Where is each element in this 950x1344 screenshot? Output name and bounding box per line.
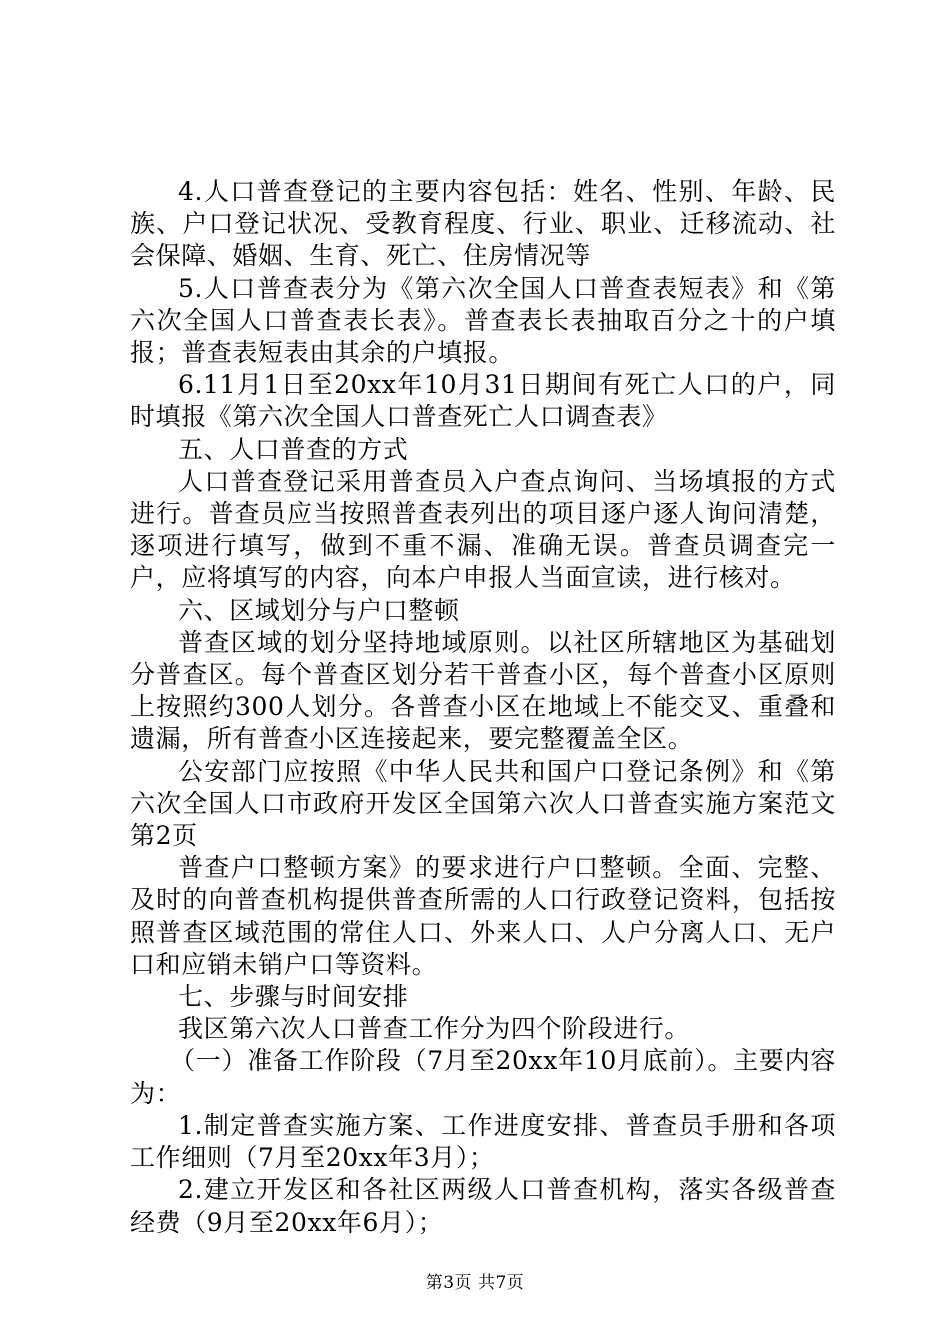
paragraph-household-rectification: 普查户口整顿方案》的要求进行户口整顿。全面、完整、及时的向普查机构提供普查所需的人口行政登记资料，包括按照普查区域范围的常住人口、外来人口、人户分离人口、无户口和应销未销户口等资料。 [130,853,836,979]
paragraph-census-forms: 5.人口普查表分为《第六次全国人口普查表短表》和《第六次全国人口普查表长表》。普查表长表抽取百分之十的户填报；普查表短表由其余的户填报。 [130,273,836,368]
paragraph-content-items: 4.人口普查登记的主要内容包括：姓名、性别、年龄、民族、户口登记状况、受教育程度、行业、职业、迁移流动、社会保障、婚姻、生育、死亡、住房情况等 [130,177,836,271]
paragraph-area-division: 普查区域的划分坚持地域原则。以社区所辖地区为基础划分普查区。每个普查区划分若干普查小区，每个普查小区原则上按照约300人划分。各普查小区在地域上不能交叉、重叠和遗漏，所有普查小区连接起来，要完整覆盖全区。 [130,627,836,754]
document-body [130,176,836,1239]
paragraph-death-survey: 6.11月1日至20xx年10月31日期间有死亡人口的户，同时填报《第六次全国人口普查死亡人口调查表》 [130,370,836,432]
paragraph-police-department: 公安部门应按照《中华人民共和国户口登记条例》和《第六次全国人口市政府开发区全国第六次人口普查实施方案范文第2页 [130,756,836,851]
paragraph-preparation-stage: （一）准备工作阶段（7月至20xx年10月底前）。主要内容为： [130,1046,836,1108]
paragraph-four-stages: 我区第六次人口普查工作分为四个阶段进行。 [178,1014,691,1044]
heading-steps-schedule: 七、步骤与时间安排 [178,982,409,1012]
page-footer: 第3页 共7页 [425,1273,525,1293]
paragraph-item-2: 2.建立开发区和各社区两级人口普查机构，落实各级普查经费（9月至20xx年6月）； [130,1175,836,1237]
paragraph-census-method: 人口普查登记采用普查员入户查点询问、当场填报的方式进行。普查员应当按照普查表列出的项目逐户逐人询问清楚，逐项进行填写，做到不重不漏、准确无误。普查员调查完一户，应将填写的内容，向本户申报人当面宣读，进行核对。 [130,466,836,593]
heading-area-division: 六、区域划分与户口整顿 [178,595,460,625]
heading-census-method: 五、人口普查的方式 [178,434,409,464]
paragraph-item-1: 1.制定普查实施方案、工作进度安排、普查员手册和各项工作细则（7月至20xx年3月）； [130,1110,836,1173]
